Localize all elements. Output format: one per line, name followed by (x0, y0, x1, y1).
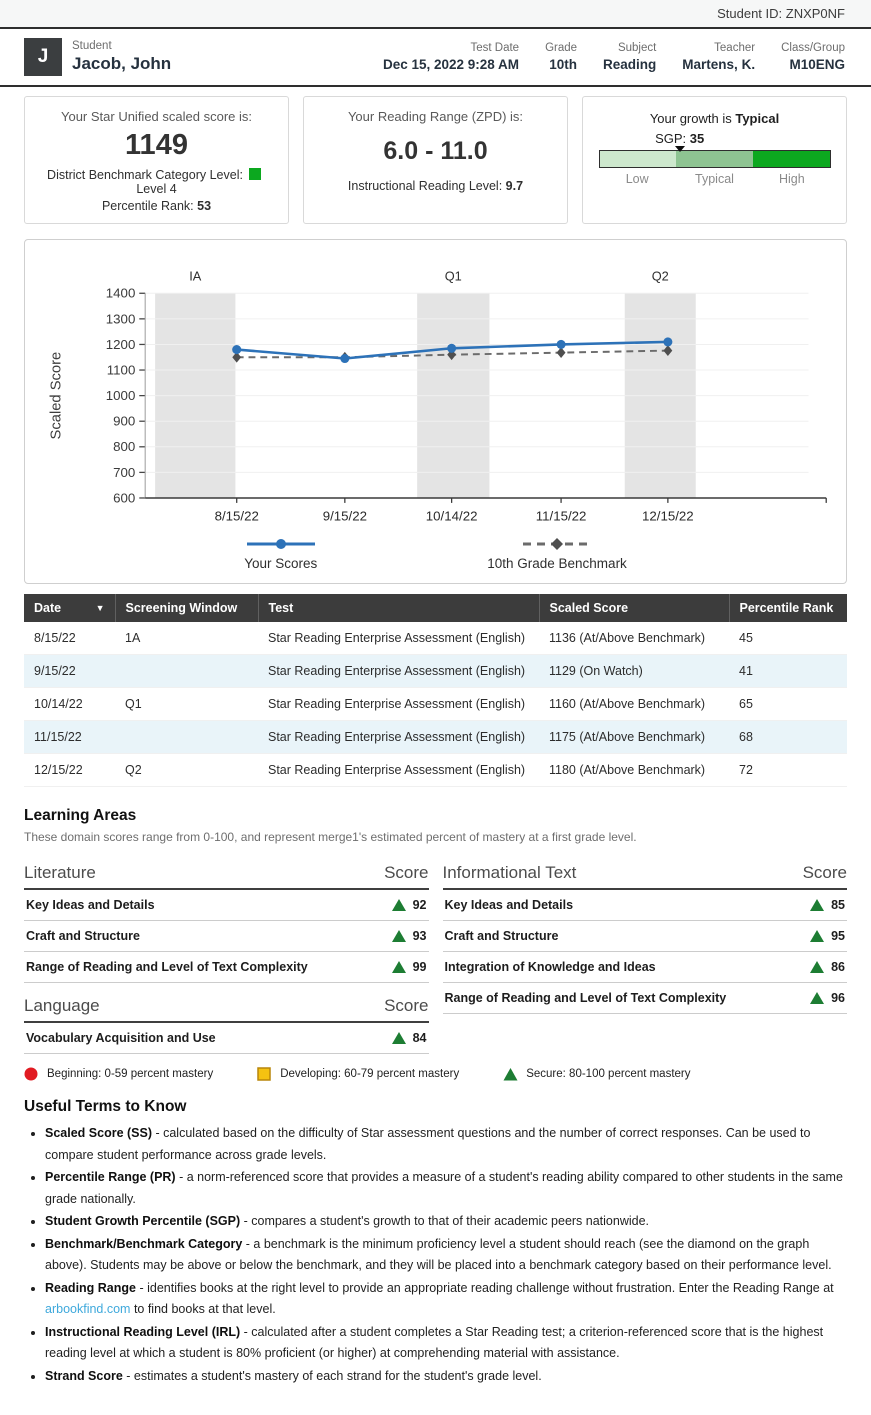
percentile-rank-line (33, 199, 280, 213)
square-mastery-icon (257, 1067, 272, 1081)
term-name: Reading Range (45, 1280, 136, 1295)
table-row (24, 688, 847, 721)
learning-area-score-value: 99 (412, 960, 427, 975)
term-item (45, 1123, 847, 1166)
growth-segment-low (600, 151, 677, 167)
learning-area-score-value: 96 (831, 991, 845, 1006)
term-description: - compares a student's growth to that of their academic peers nationwide. (240, 1214, 650, 1229)
secure-triangle-icon (810, 899, 824, 911)
svg-text:10/14/22: 10/14/22 (425, 508, 478, 524)
student-header-bar (0, 29, 871, 87)
learning-area-label: Vocabulary Acquisition and Use (26, 1031, 216, 1046)
term-name: Instructional Reading Level (IRL) (45, 1324, 241, 1339)
learning-area-group-header (24, 996, 429, 1023)
learning-area-group-header (443, 863, 848, 890)
table-cell: 1175 (At/Above Benchmark) (549, 730, 706, 745)
learning-area-score (810, 991, 845, 1005)
table-row (24, 655, 847, 688)
svg-text:800: 800 (113, 439, 136, 455)
header-field-value: 10th (549, 57, 578, 72)
svg-text:900: 900 (113, 413, 136, 429)
sgp-gauge (599, 131, 831, 186)
legend-entry-your-scores (244, 537, 317, 571)
reading-range-card-title: Your Reading Range (ZPD) is: (347, 109, 524, 124)
learning-area-score-value: 84 (412, 1031, 427, 1046)
student-role-label: Student (72, 40, 112, 52)
table-header-date-sortable[interactable]: Date ▼ (24, 594, 115, 622)
learning-area-group-name: Language (24, 996, 100, 1016)
learning-area-score (810, 960, 845, 974)
learning-area-score (392, 960, 427, 974)
legend-entry-benchmark (487, 537, 627, 571)
mastery-legend-label: Developing: 60-79 percent mastery (280, 1068, 460, 1081)
learning-areas-title: Learning Areas (24, 807, 137, 825)
percentile-rank-label: Percentile Rank: (101, 199, 194, 213)
table-cell: Q2 (125, 763, 142, 778)
term-item (45, 1366, 847, 1388)
term-description: - calculated after a student completes a Star Reading test; a criterion-referenced score that is the highest reading level at which a student is 80% proficient (or higher) at comprehending material with assistance. (45, 1324, 824, 1361)
benchmark-category-line (33, 168, 280, 196)
learning-areas-column (443, 850, 848, 1014)
score-column-header: Score (384, 996, 429, 1016)
header-field-label: Test Date (470, 42, 520, 54)
learning-area-label: Key Ideas and Details (444, 898, 574, 913)
header-field-label: Subject (617, 42, 657, 54)
test-history-table (24, 594, 847, 787)
learning-area-score (810, 898, 845, 912)
svg-text:IA: IA (189, 268, 202, 284)
table-cell: Star Reading Enterprise Assessment (English) (268, 730, 526, 745)
growth-segment-label: High (778, 172, 805, 186)
growth-segment-high (753, 151, 830, 167)
table-header: Scaled Score (539, 594, 729, 622)
learning-area-label: Craft and Structure (26, 929, 140, 944)
table-cell: Star Reading Enterprise Assessment (English) (268, 697, 526, 712)
svg-text:Scaled Score: Scaled Score (48, 351, 65, 440)
term-name: Student Growth Percentile (SGP) (45, 1214, 241, 1229)
useful-terms-section (24, 1098, 847, 1387)
svg-text:11/15/22: 11/15/22 (535, 508, 587, 524)
irl-value: 9.7 (505, 179, 524, 193)
student-id-label: Student ID: ZNXP0NF (717, 6, 845, 21)
header-field (545, 42, 577, 72)
svg-text:1000: 1000 (105, 388, 136, 404)
header-field-value: Martens, K. (682, 57, 756, 72)
svg-text:600: 600 (113, 490, 136, 506)
top-strip (0, 0, 871, 29)
learning-area-group-name: Literature (24, 863, 96, 883)
reading-range-value: 6.0 - 11.0 (383, 137, 488, 165)
table-cell: 45 (739, 631, 753, 646)
mastery-legend-item (257, 1067, 459, 1081)
learning-area-score (392, 1031, 427, 1045)
table-row (24, 754, 847, 787)
svg-text:1400: 1400 (105, 285, 136, 301)
avatar: J (24, 38, 62, 76)
table-header: Screening Window (115, 594, 258, 622)
term-item (45, 1211, 847, 1233)
growth-title-value: Typical (735, 111, 780, 126)
learning-area-row (443, 890, 848, 921)
header-field-label: Grade (545, 42, 578, 54)
learning-area-label: Key Ideas and Details (26, 898, 155, 913)
growth-title (591, 111, 838, 126)
svg-text:Q2: Q2 (651, 268, 669, 284)
circle-mastery-icon (24, 1067, 39, 1081)
svg-text:9/15/22: 9/15/22 (322, 508, 367, 524)
secure-triangle-icon (392, 899, 406, 911)
table-cell: 8/15/22 (34, 631, 76, 646)
score-column-header: Score (384, 863, 429, 883)
chart-legend (31, 537, 840, 571)
table-header: Test (258, 594, 539, 622)
header-field-value: Reading (603, 57, 657, 72)
learning-area-row (443, 983, 848, 1014)
student-name-block (72, 40, 171, 74)
growth-bar-labels (599, 172, 831, 186)
header-field-label: Teacher (714, 42, 756, 54)
triangle-mastery-icon (503, 1067, 518, 1081)
table-cell: 1160 (At/Above Benchmark) (549, 697, 706, 712)
growth-card (582, 96, 847, 224)
svg-text:700: 700 (113, 464, 136, 480)
benchmark-line-icon (521, 537, 593, 551)
header-field (781, 42, 845, 72)
table-cell: 9/15/22 (34, 664, 76, 679)
sgp-marker-icon (675, 146, 685, 152)
learning-area-score (392, 898, 427, 912)
irl-label: Instructional Reading Level: (347, 179, 503, 193)
table-cell: Star Reading Enterprise Assessment (English) (268, 631, 526, 646)
irl-line (312, 179, 559, 193)
learning-area-score (810, 929, 845, 943)
sgp-label-text: SGP: (655, 131, 687, 146)
learning-areas-column (24, 850, 429, 1054)
header-field-value: M10ENG (789, 57, 845, 72)
table-cell: 65 (739, 697, 753, 712)
table-cell: 72 (739, 763, 753, 778)
term-name: Strand Score (45, 1368, 123, 1383)
score-column-header: Score (802, 863, 847, 883)
learning-area-score-value: 85 (831, 898, 845, 913)
arbookfind-link[interactable]: arbookfind.com (45, 1302, 131, 1317)
term-item (45, 1234, 847, 1277)
scaled-score-value: 1149 (125, 129, 188, 161)
secure-triangle-icon (392, 930, 406, 942)
growth-segment-label: Low (625, 172, 649, 186)
history-table-body (24, 622, 847, 787)
table-cell: Star Reading Enterprise Assessment (English) (268, 664, 526, 679)
secure-triangle-icon (810, 961, 824, 973)
scores-chart (31, 248, 840, 535)
header-field-label: Class/Group (781, 42, 845, 54)
header-field (383, 42, 519, 72)
learning-areas-section (24, 807, 847, 1054)
benchmark-level-value: Level 4 (136, 182, 177, 196)
table-cell: 1180 (At/Above Benchmark) (549, 763, 706, 778)
scaled-score-card (24, 96, 289, 224)
term-item (45, 1278, 847, 1321)
term-description-after: to find books at that level. (130, 1302, 276, 1317)
your-scores-line-icon (245, 537, 317, 551)
header-field (682, 42, 755, 72)
table-cell: 1129 (On Watch) (549, 664, 643, 679)
svg-text:12/15/22: 12/15/22 (642, 508, 694, 524)
mastery-legend-label: Beginning: 0-59 percent mastery (47, 1068, 214, 1081)
table-cell (115, 655, 258, 688)
svg-text:1200: 1200 (105, 336, 136, 352)
mastery-legend-item (24, 1067, 213, 1081)
learning-area-group-header (24, 863, 429, 890)
learning-area-score-value: 93 (412, 929, 427, 944)
growth-segment-typical (676, 151, 753, 167)
learning-area-row (443, 921, 848, 952)
table-header-row (24, 594, 847, 622)
mastery-legend-label: Secure: 80-100 percent mastery (526, 1068, 691, 1081)
growth-title-prefix: Your growth is (649, 111, 732, 126)
sort-descending-icon[interactable]: ▼ (95, 603, 105, 614)
learning-area-row (24, 952, 429, 983)
learning-areas-subtitle: These domain scores range from 0-100, and represent merge1's estimated percent of mastery at a first grade level. (24, 830, 637, 845)
term-name: Benchmark/Benchmark Category (45, 1236, 243, 1251)
svg-text:1300: 1300 (105, 311, 136, 327)
learning-area-score-value: 92 (412, 898, 427, 913)
growth-bar (599, 150, 831, 168)
term-item (45, 1322, 847, 1365)
legend-label: Your Scores (244, 556, 318, 572)
term-description: - a benchmark is the minimum proficiency level a student should reach (see the diamond on the graph above). Students may be above or below the benchmark, and they will be placed into a benchmark category based on their performance level. (45, 1236, 832, 1273)
term-description: - estimates a student's mastery of each strand for the student's grade level. (122, 1368, 542, 1383)
term-description: - a norm-referenced score that provides a measure of a student's reading ability compared to other students in the same grade nationally. (45, 1170, 843, 1206)
table-header: Percentile Rank (729, 594, 847, 622)
term-name: Scaled Score (SS) (45, 1126, 152, 1141)
learning-area-label: Integration of Knowledge and Ideas (444, 960, 656, 975)
scaled-score-card-title: Your Star Unified scaled score is: (60, 109, 252, 124)
secure-triangle-icon (810, 930, 824, 942)
svg-text:Q1: Q1 (444, 268, 462, 284)
learning-area-label: Range of Reading and Level of Text Complexity (444, 991, 727, 1006)
learning-area-label: Craft and Structure (444, 929, 559, 944)
mastery-legend-item (503, 1067, 690, 1081)
svg-text:1100: 1100 (106, 362, 136, 378)
table-cell: Star Reading Enterprise Assessment (English) (268, 763, 526, 778)
table-cell: 12/15/22 (34, 763, 83, 778)
useful-terms-title: Useful Terms to Know (24, 1098, 187, 1116)
table-cell (115, 721, 258, 754)
learning-area-score-value: 95 (831, 929, 845, 944)
learning-area-row (443, 952, 848, 983)
table-cell: 1A (125, 631, 141, 646)
term-item (45, 1167, 847, 1210)
terms-list (30, 1123, 847, 1387)
student-meta-fields (383, 42, 845, 72)
benchmark-level-swatch (249, 168, 261, 180)
percentile-rank-value: 53 (197, 199, 212, 213)
table-cell: 1136 (At/Above Benchmark) (549, 631, 706, 646)
sgp-label (655, 131, 704, 146)
learning-area-group-name: Informational Text (442, 863, 577, 883)
table-row (24, 721, 847, 754)
learning-area-row (24, 1023, 429, 1054)
header-field (603, 42, 656, 72)
growth-segment-label: Typical (695, 172, 734, 186)
table-cell: 10/14/22 (34, 697, 83, 712)
student-name: Jacob, John (72, 54, 172, 73)
legend-label: 10th Grade Benchmark (487, 556, 627, 572)
learning-area-score (392, 929, 427, 943)
table-cell: 11/15/22 (34, 730, 82, 745)
learning-area-score-value: 86 (831, 960, 845, 975)
term-description: - identifies books at the right level to provide an appropriate reading challenge without frustration. Enter the Reading Range at (136, 1280, 834, 1295)
term-name: Percentile Range (PR) (45, 1170, 176, 1185)
term-description: - calculated based on the difficulty of Star assessment questions and the number of correct responses. Can be used to compare student performance across grade levels. (45, 1126, 811, 1162)
learning-area-row (24, 890, 429, 921)
table-cell: 68 (739, 730, 753, 745)
learning-area-row (24, 921, 429, 952)
svg-text:8/15/22: 8/15/22 (214, 508, 259, 524)
secure-triangle-icon (392, 1032, 406, 1044)
table-cell: 41 (739, 664, 753, 679)
table-row (24, 622, 847, 655)
learning-areas-columns (24, 850, 847, 1054)
benchmark-category-label: District Benchmark Category Level: (47, 168, 243, 182)
table-cell: Q1 (125, 697, 142, 712)
scores-chart-card (24, 239, 847, 584)
secure-triangle-icon (392, 961, 406, 973)
reading-range-card (303, 96, 568, 224)
sgp-value: 35 (689, 131, 705, 146)
learning-area-label: Range of Reading and Level of Text Complexity (26, 960, 308, 975)
secure-triangle-icon (810, 992, 824, 1004)
header-field-value: Dec 15, 2022 9:28 AM (382, 57, 520, 72)
summary-cards (24, 96, 847, 224)
mastery-legend (24, 1067, 847, 1081)
